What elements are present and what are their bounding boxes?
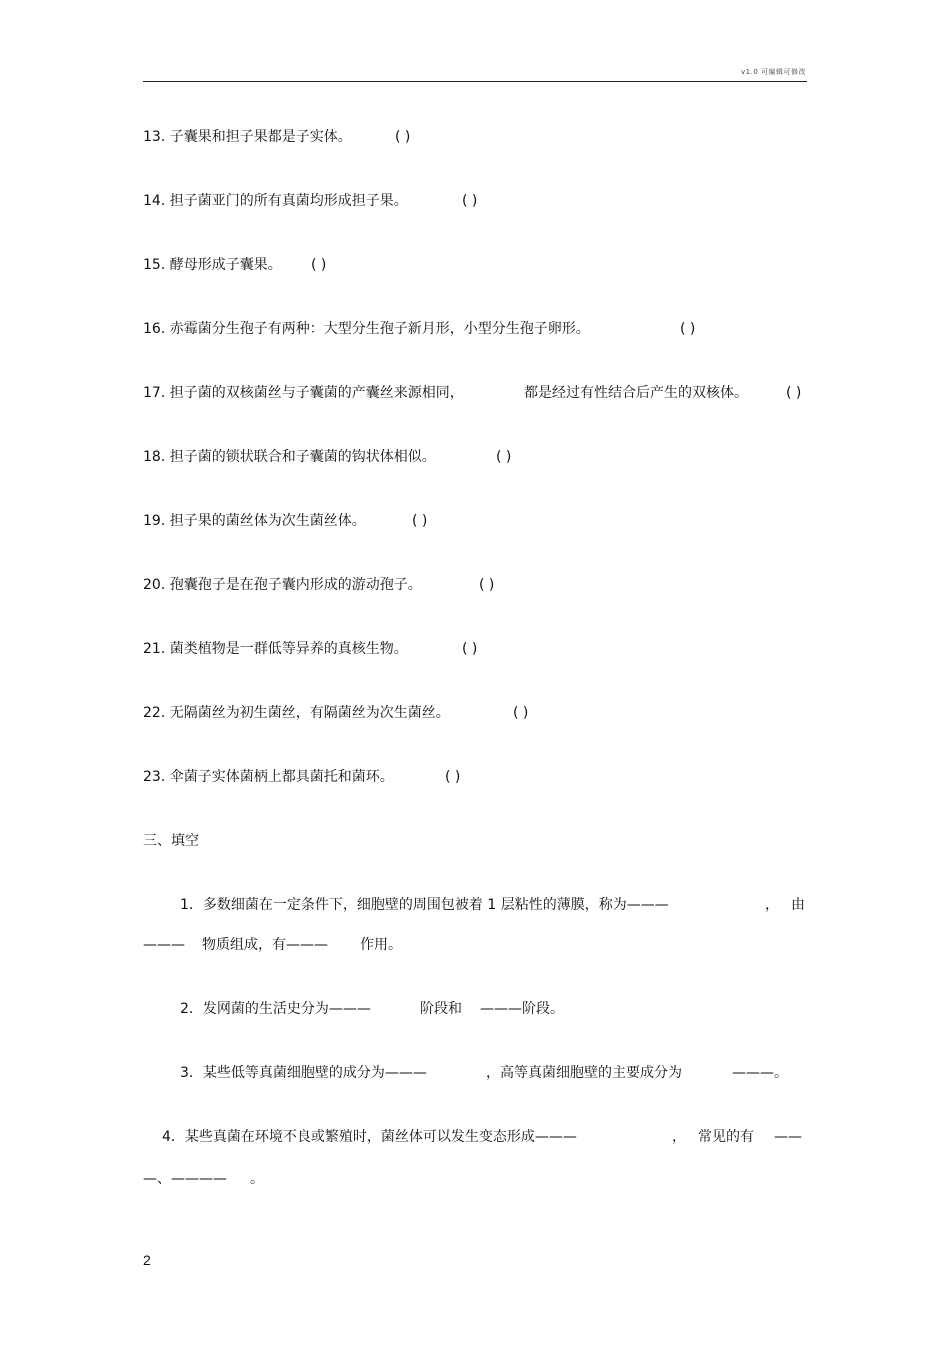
answer-paren-15: ( ): [311, 257, 327, 273]
fill-question-1: 1．多数细菌在一定条件下，细胞壁的周围包被着 1 层粘性的薄膜，称为———: [180, 897, 669, 913]
question-22: 22. 无隔菌丝为初生菌丝，有隔菌丝为次生菌丝。: [143, 705, 450, 721]
header-version-text: v1.0 可编辑可修改: [741, 68, 806, 76]
question-13: 13. 子囊果和担子果都是子实体。: [143, 129, 352, 145]
answer-paren-20: ( ): [479, 577, 495, 593]
answer-paren-22: ( ): [513, 705, 529, 721]
fill-question-4-comma: ，: [672, 1129, 686, 1145]
fill-question-2-end: ———阶段。: [480, 1001, 564, 1017]
fill-question-1-blank: ———: [143, 937, 185, 953]
fill-question-3-end: ———。: [732, 1065, 788, 1081]
question-16: 16. 赤霉菌分生孢子有两种：大型分生孢子新月形，小型分生孢子卵形。: [143, 321, 590, 337]
fill-question-4-end: 。: [250, 1171, 264, 1187]
question-15: 15. 酵母形成子囊果。: [143, 257, 282, 273]
question-14: 14. 担子菌亚门的所有真菌均形成担子果。: [143, 193, 408, 209]
fill-question-4-line2: —、————: [143, 1171, 227, 1187]
question-19: 19. 担子果的菌丝体为次生菌丝体。: [143, 513, 366, 529]
fill-question-1-you: 由: [791, 897, 805, 913]
answer-paren-14: ( ): [462, 193, 478, 209]
fill-question-1-comma: ，: [765, 897, 779, 913]
answer-paren-21: ( ): [462, 641, 478, 657]
question-20: 20. 孢囊孢子是在孢子囊内形成的游动孢子。: [143, 577, 422, 593]
answer-paren-16: ( ): [680, 321, 696, 337]
fill-question-4: 4．某些真菌在环境不良或繁殖时，菌丝体可以发生变态形成———: [162, 1129, 577, 1145]
answer-paren-19: ( ): [412, 513, 428, 529]
fill-question-1-end: 作用。: [360, 937, 402, 953]
question-17-continued: 都是经过有性结合后产生的双核体。: [524, 385, 748, 401]
answer-paren-13: ( ): [395, 129, 411, 145]
fill-question-4-mid: 常见的有: [698, 1129, 754, 1145]
answer-paren-17: ( ): [786, 385, 802, 401]
page-number: 2: [143, 1252, 151, 1268]
fill-question-2: 2．发网菌的生活史分为———: [180, 1001, 371, 1017]
fill-question-4-blank: ——: [774, 1129, 802, 1145]
fill-question-3-mid: ，高等真菌细胞壁的主要成分为: [486, 1065, 682, 1081]
fill-question-1-line2: 物质组成，有———: [202, 937, 328, 953]
answer-paren-18: ( ): [496, 449, 512, 465]
fill-question-2-mid: 阶段和: [420, 1001, 462, 1017]
question-18: 18. 担子菌的锁状联合和子囊菌的钩状体相似。: [143, 449, 436, 465]
answer-paren-23: ( ): [445, 769, 461, 785]
section-title: 三、填空: [143, 833, 199, 849]
question-17: 17. 担子菌的双核菌丝与子囊菌的产囊丝来源相同，: [143, 385, 464, 401]
fill-question-3: 3．某些低等真菌细胞壁的成分为———: [180, 1065, 427, 1081]
question-21: 21. 菌类植物是一群低等异养的真核生物。: [143, 641, 408, 657]
header-rule: [143, 81, 807, 82]
question-23: 23. 伞菌子实体菌柄上都具菌托和菌环。: [143, 769, 394, 785]
